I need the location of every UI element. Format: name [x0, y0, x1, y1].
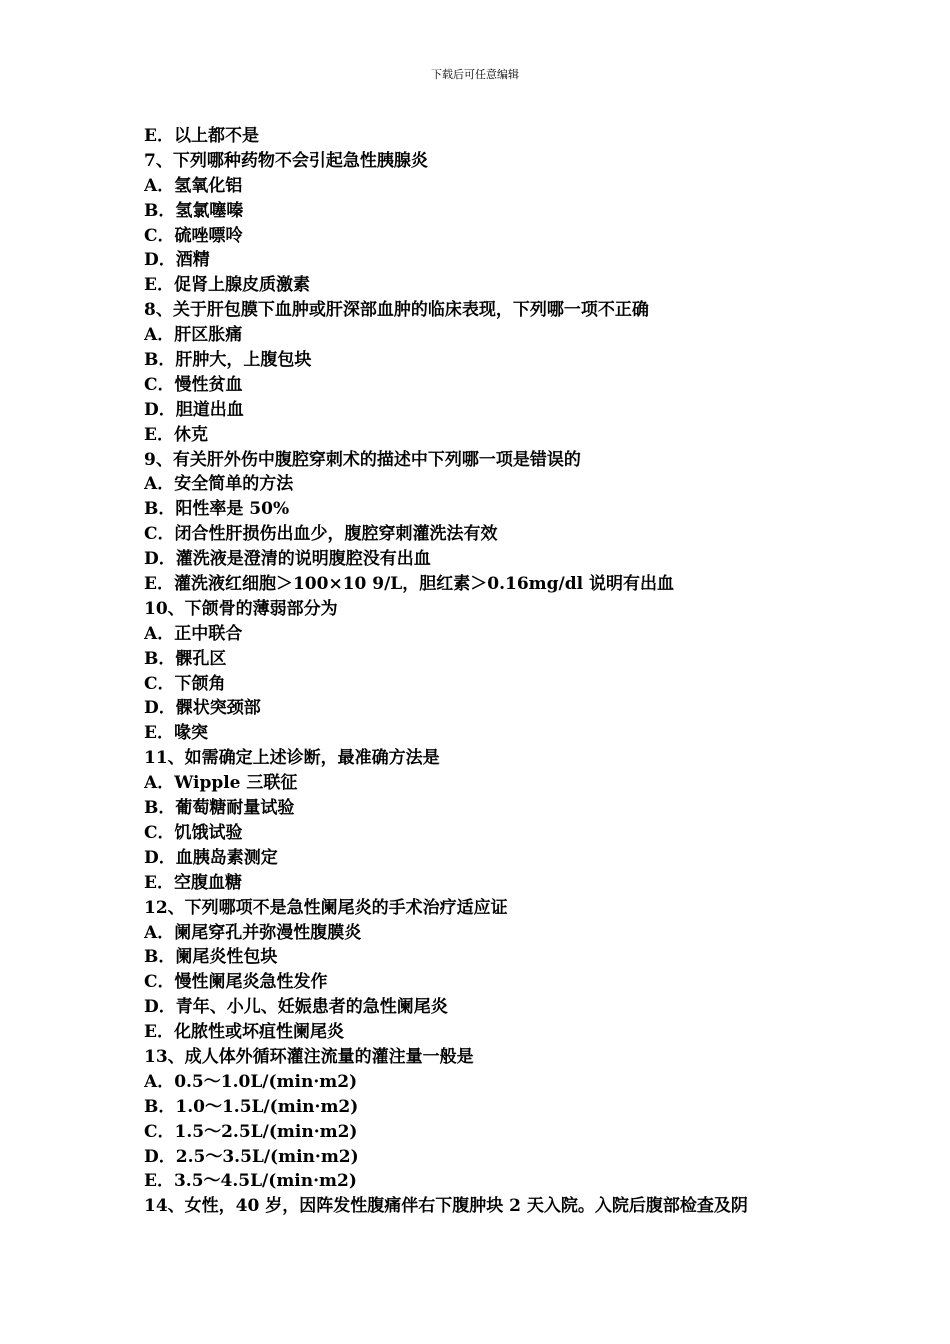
answer-option: A．阑尾穿孔并弥漫性腹膜炎: [144, 922, 362, 943]
question-stem: 9、有关肝外伤中腹腔穿刺术的描述中下列哪一项是错误的: [144, 449, 581, 470]
question-stem: 8、关于肝包膜下血肿或肝深部血肿的临床表现，下列哪一项不正确: [144, 300, 649, 321]
answer-option: A．肝区胀痛: [144, 325, 243, 346]
answer-option: A．Wipple 三联征: [144, 773, 298, 794]
answer-option: B．1.0～1.5L/(min·m2): [144, 1096, 359, 1117]
page-header: 下载后可任意编辑: [431, 68, 519, 81]
question-stem: 11、如需确定上述诊断，最准确方法是: [144, 748, 440, 769]
answer-option: B．阳性率是 50%: [144, 499, 290, 520]
answer-option: A．安全简单的方法: [144, 474, 294, 495]
answer-option: C．闭合性肝损伤出血少，腹腔穿刺灌洗法有效: [144, 524, 498, 545]
text-line: E．以上都不是: [144, 126, 259, 146]
answer-option: E．空腹血糖: [144, 872, 242, 893]
answer-option: A．正中联合: [144, 623, 243, 644]
question-stem: 7、下列哪种药物不会引起急性胰腺炎: [144, 150, 428, 171]
answer-option: A．氢氧化铝: [144, 175, 243, 196]
document-body: [144, 124, 824, 1219]
answer-option: D．酒精: [144, 250, 210, 271]
answer-option: E．喙突: [144, 723, 208, 744]
answer-option: B．葡萄糖耐量试验: [144, 798, 295, 819]
answer-option: E．促肾上腺皮质激素: [144, 275, 310, 296]
answer-option: D．髁状突颈部: [144, 698, 261, 719]
answer-option: C．1.5～2.5L/(min·m2): [144, 1121, 358, 1142]
question-stem: 12、下列哪项不是急性阑尾炎的手术治疗适应证: [144, 897, 508, 918]
answer-option: E．灌洗液红细胞＞100×10 9/L，胆红素＞0.16mg/dl 说明有出血: [144, 574, 675, 595]
answer-option: D．青年、小儿、妊娠患者的急性阑尾炎: [144, 997, 448, 1018]
answer-option: C．下颌角: [144, 673, 226, 694]
answer-option: E．化脓性或坏疽性阑尾炎: [144, 1022, 344, 1043]
answer-option: D．胆道出血: [144, 399, 244, 420]
question-stem: 13、成人体外循环灌注流量的灌注量一般是: [144, 1046, 474, 1067]
answer-option: D．灌洗液是澄清的说明腹腔没有出血: [144, 549, 431, 570]
answer-option: C．饥饿试验: [144, 822, 243, 843]
question-stem: 14、女性，40 岁，因阵发性腹痛伴右下腹肿块 2 天入院。入院后腹部检查及阴: [144, 1196, 748, 1217]
answer-option: B．氢氯噻嗪: [144, 200, 244, 221]
answer-option: C．慢性阑尾炎急性发作: [144, 972, 328, 993]
answer-option: E．休克: [144, 424, 208, 445]
answer-option: B．阑尾炎性包块: [144, 947, 278, 968]
answer-option: B．肝肿大，上腹包块: [144, 350, 312, 371]
answer-option: A．0.5～1.0L/(min·m2): [144, 1071, 358, 1092]
answer-option: C．硫唑嘌呤: [144, 225, 243, 246]
answer-option: D．2.5～3.5L/(min·m2): [144, 1146, 359, 1167]
answer-option: D．血胰岛素测定: [144, 847, 278, 868]
answer-option: C．慢性贫血: [144, 374, 243, 395]
answer-option: E．3.5～4.5L/(min·m2): [144, 1171, 357, 1192]
question-stem: 10、下颌骨的薄弱部分为: [144, 598, 338, 619]
answer-option: B．髁孔区: [144, 648, 227, 669]
